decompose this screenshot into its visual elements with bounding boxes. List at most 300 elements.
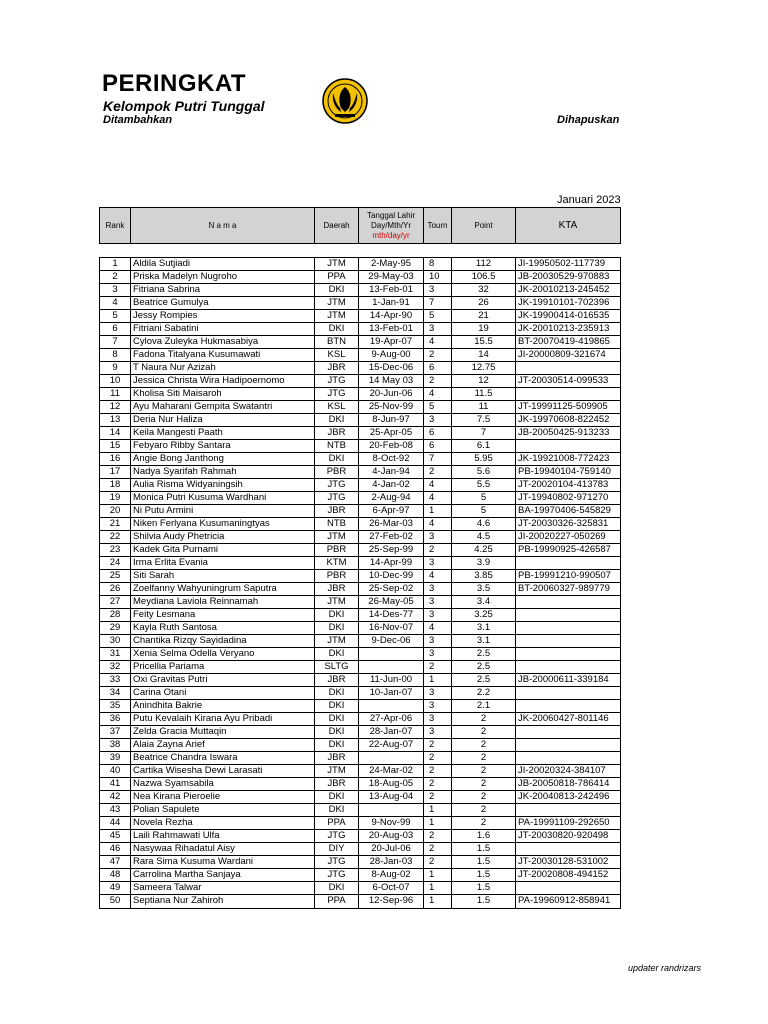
table-row [100, 843, 620, 856]
point-cell: 1.6 [452, 830, 516, 842]
tourn-cell: 10 [424, 271, 452, 283]
daerah-cell: JTG [315, 388, 359, 400]
birthdate-cell: 25-Apr-05 [359, 427, 424, 439]
birthdate-cell [359, 804, 424, 816]
birthdate-cell: 10-Jan-07 [359, 687, 424, 699]
table-row [100, 895, 620, 908]
daerah-cell: DKI [315, 713, 359, 725]
kta-cell: PA-19991109-292650 [518, 817, 610, 828]
tourn-cell: 4 [424, 336, 452, 348]
daerah-cell: JTM [315, 310, 359, 322]
table-row [100, 700, 620, 713]
rank-cell: 25 [100, 570, 131, 582]
removed-label: Dihapuskan [557, 114, 620, 126]
tourn-cell: 1 [424, 869, 452, 881]
birthdate-cell: 12-Sep-96 [359, 895, 424, 908]
table-row [100, 336, 620, 349]
kta-cell [516, 596, 620, 608]
daerah-cell: DKI [315, 687, 359, 699]
daerah-cell: DKI [315, 609, 359, 621]
table-row [100, 362, 620, 375]
daerah-cell: PBR [315, 544, 359, 556]
name-cell: Polian Sapulete [131, 804, 315, 816]
point-cell: 4.25 [452, 544, 516, 556]
tourn-cell: 4 [424, 388, 452, 400]
birthdate-cell: 13-Feb-01 [359, 323, 424, 335]
point-cell: 2 [452, 713, 516, 725]
birthdate-cell [359, 752, 424, 764]
birthdate-cell: 8-Oct-92 [359, 453, 424, 465]
point-cell: 106.5 [452, 271, 516, 283]
table-row [100, 882, 620, 895]
col-tanggal-lahir-line2: Day/Mth/Yr [370, 220, 411, 230]
rank-cell: 1 [100, 258, 131, 270]
birthdate-cell: 20-Jun-06 [359, 388, 424, 400]
birthdate-cell: 26-Mar-03 [359, 518, 424, 530]
tourn-cell: 1 [424, 817, 452, 829]
page-title: PERINGKAT [102, 70, 247, 97]
rank-cell: 43 [100, 804, 131, 816]
birthdate-cell: 6-Apr-97 [359, 505, 424, 517]
tourn-cell: 1 [424, 895, 452, 908]
kta-cell [516, 752, 620, 764]
name-cell: Monica Putri Kusuma Wardhani [131, 492, 315, 504]
name-cell: Aldila Sutjiadi [131, 258, 315, 270]
birthdate-cell: 25-Nov-99 [359, 401, 424, 413]
table-row [100, 544, 620, 557]
rank-cell: 2 [100, 271, 131, 283]
tourn-cell: 3 [424, 284, 452, 296]
point-cell: 3.85 [452, 570, 516, 582]
kta-cell [516, 804, 620, 816]
rank-cell: 31 [100, 648, 131, 660]
tourn-cell: 7 [424, 453, 452, 465]
rank-cell: 49 [100, 882, 131, 894]
tourn-cell: 2 [424, 349, 452, 361]
rank-cell: 5 [100, 310, 131, 322]
point-cell: 2 [452, 817, 516, 829]
tourn-cell: 3 [424, 596, 452, 608]
point-cell: 19 [452, 323, 516, 335]
kta-cell [516, 362, 620, 374]
daerah-cell: JBR [315, 583, 359, 595]
tourn-cell: 4 [424, 518, 452, 530]
rank-cell: 11 [100, 388, 131, 400]
name-cell: Fitriani Sabatini [131, 323, 315, 335]
birthdate-cell: 8-Jun-97 [359, 414, 424, 426]
name-cell: Fitriana Sabrina [131, 284, 315, 296]
tourn-cell: 1 [424, 804, 452, 816]
rank-cell: 7 [100, 336, 131, 348]
birthdate-cell: 13-Feb-01 [359, 284, 424, 296]
daerah-cell: KTM [315, 557, 359, 569]
name-cell: Aulia Risma Widyaningsih [131, 479, 315, 491]
rank-cell: 10 [100, 375, 131, 387]
name-cell: Siti Sarah [131, 570, 315, 582]
birthdate-cell: 9-Dec-06 [359, 635, 424, 647]
name-cell: Oxi Gravitas Putri [131, 674, 315, 686]
kta-cell: JT-20020808-494152 [518, 869, 609, 880]
tourn-cell: 3 [424, 531, 452, 543]
pbsi-emblem-icon [320, 78, 370, 124]
table-row [100, 531, 620, 544]
name-cell: Nadya Syarifah Rahmah [131, 466, 315, 478]
daerah-cell: JTM [315, 765, 359, 777]
name-cell: Jessy Rompies [131, 310, 315, 322]
col-tanggal-lahir-line1: Tanggal Lahir [366, 210, 416, 220]
kta-cell [516, 557, 620, 569]
kta-cell [516, 388, 620, 400]
birthdate-cell: 27-Apr-06 [359, 713, 424, 725]
name-cell: Beatrice Gumulya [131, 297, 315, 309]
birthdate-cell: 16-Nov-07 [359, 622, 424, 634]
rank-cell: 50 [100, 895, 131, 908]
rank-cell: 9 [100, 362, 131, 374]
rank-cell: 19 [100, 492, 131, 504]
table-row [100, 375, 620, 388]
tourn-cell: 7 [424, 297, 452, 309]
birthdate-cell: 10-Dec-99 [359, 570, 424, 582]
name-cell: Shilvia Audy Phetricia [131, 531, 315, 543]
rank-cell: 30 [100, 635, 131, 647]
tourn-cell: 6 [424, 427, 452, 439]
name-cell: Laili Rahmawati Ulfa [131, 830, 315, 842]
daerah-cell: DIY [315, 843, 359, 855]
tourn-cell: 3 [424, 323, 452, 335]
table-row [100, 752, 620, 765]
daerah-cell: DKI [315, 323, 359, 335]
daerah-cell: DKI [315, 739, 359, 751]
table-row [100, 427, 620, 440]
ranking-period: Januari 2023 [557, 194, 621, 206]
name-cell: Nasywaa Rihadatul Aisy [131, 843, 315, 855]
name-cell: Anindhita Bakrie [131, 700, 315, 712]
name-cell: Priska Madelyn Nugroho [131, 271, 315, 283]
col-nama: N a m a [131, 208, 315, 243]
daerah-cell: JBR [315, 362, 359, 374]
point-cell: 32 [452, 284, 516, 296]
name-cell: Beatrice Chandra Iswara [131, 752, 315, 764]
rank-cell: 12 [100, 401, 131, 413]
kta-cell [516, 726, 620, 738]
tourn-cell: 8 [424, 258, 452, 270]
tourn-cell: 3 [424, 609, 452, 621]
name-cell: Cartika Wisesha Dewi Larasati [131, 765, 315, 777]
tourn-cell: 2 [424, 791, 452, 803]
kta-cell: JK-20010213-245452 [518, 284, 610, 295]
daerah-cell: DKI [315, 700, 359, 712]
birthdate-cell: 26-May-05 [359, 596, 424, 608]
table-row [100, 687, 620, 700]
name-cell: Nea Kirana Pieroelie [131, 791, 315, 803]
point-cell: 3.9 [452, 557, 516, 569]
ranking-table [99, 257, 621, 909]
tourn-cell: 2 [424, 661, 452, 673]
daerah-cell: JBR [315, 752, 359, 764]
col-tourn: Tourn [424, 208, 452, 243]
name-cell: Sameera Talwar [131, 882, 315, 894]
kta-cell [516, 700, 620, 712]
birthdate-cell: 11-Jun-00 [359, 674, 424, 686]
daerah-cell: DKI [315, 791, 359, 803]
kta-cell: JT-19940802-971270 [518, 492, 609, 503]
point-cell: 5 [452, 492, 516, 504]
daerah-cell: JTG [315, 492, 359, 504]
table-row [100, 583, 620, 596]
birthdate-cell: 20-Jul-06 [359, 843, 424, 855]
name-cell: Rara Sima Kusuma Wardani [131, 856, 315, 868]
birthdate-cell: 25-Sep-02 [359, 583, 424, 595]
birthdate-cell: 20-Aug-03 [359, 830, 424, 842]
birthdate-cell: 1-Jan-91 [359, 297, 424, 309]
table-row [100, 791, 620, 804]
table-row [100, 570, 620, 583]
birthdate-cell [359, 700, 424, 712]
point-cell: 2.5 [452, 648, 516, 660]
name-cell: Zelda Gracia Muttaqin [131, 726, 315, 738]
point-cell: 1.5 [452, 843, 516, 855]
birthdate-cell: 15-Dec-06 [359, 362, 424, 374]
table-row [100, 284, 620, 297]
kta-cell: PB-19940104-759140 [518, 466, 611, 477]
point-cell: 3.1 [452, 622, 516, 634]
name-cell: Ni Putu Armini [131, 505, 315, 517]
birthdate-cell: 6-Oct-07 [359, 882, 424, 894]
kta-cell [516, 622, 620, 634]
point-cell: 7.5 [452, 414, 516, 426]
name-cell: Keila Mangesti Paath [131, 427, 315, 439]
birthdate-cell [359, 648, 424, 660]
rank-cell: 33 [100, 674, 131, 686]
rank-cell: 38 [100, 739, 131, 751]
birthdate-cell: 14 May 03 [359, 375, 424, 387]
tourn-cell: 5 [424, 310, 452, 322]
table-row [100, 323, 620, 336]
daerah-cell: JTG [315, 856, 359, 868]
kta-cell: JI-20020227-050269 [518, 531, 606, 542]
birthdate-cell: 28-Jan-03 [359, 856, 424, 868]
rank-cell: 17 [100, 466, 131, 478]
tourn-cell: 2 [424, 830, 452, 842]
point-cell: 5.6 [452, 466, 516, 478]
kta-cell: JK-20040813-242496 [518, 791, 610, 802]
daerah-cell: JTM [315, 531, 359, 543]
kta-cell: JT-19991125-509905 [518, 401, 608, 412]
kta-cell: JB-20000611-339184 [518, 674, 609, 685]
table-row [100, 804, 620, 817]
daerah-cell: PPA [315, 271, 359, 283]
name-cell: Cylova Zuleyka Hukmasabiya [131, 336, 315, 348]
tourn-cell: 2 [424, 843, 452, 855]
point-cell: 12.75 [452, 362, 516, 374]
kta-cell: JI-20000809-321674 [518, 349, 606, 360]
rank-cell: 22 [100, 531, 131, 543]
table-row [100, 505, 620, 518]
name-cell: Kholisa Siti Maisaroh [131, 388, 315, 400]
point-cell: 2 [452, 791, 516, 803]
point-cell: 7 [452, 427, 516, 439]
kta-cell [516, 440, 620, 452]
kta-cell: JB-20050818-786414 [518, 778, 610, 789]
footer-note: updater randrizars [628, 963, 702, 973]
tourn-cell: 4 [424, 622, 452, 634]
rank-cell: 39 [100, 752, 131, 764]
name-cell: T Naura Nur Azizah [131, 362, 315, 374]
daerah-cell: BTN [315, 336, 359, 348]
point-cell: 1.5 [452, 856, 516, 868]
col-kta: KTA [558, 219, 578, 231]
table-row [100, 609, 620, 622]
rank-cell: 37 [100, 726, 131, 738]
point-cell: 4.6 [452, 518, 516, 530]
birthdate-cell: 4-Jan-94 [359, 466, 424, 478]
kta-cell: JT-20030514-099533 [518, 375, 609, 386]
point-cell: 15.5 [452, 336, 516, 348]
daerah-cell: NTB [315, 440, 359, 452]
point-cell: 2 [452, 765, 516, 777]
tourn-cell: 3 [424, 648, 452, 660]
birthdate-cell: 13-Aug-04 [359, 791, 424, 803]
kta-cell: JK-20010213-235913 [518, 323, 610, 334]
rank-cell: 23 [100, 544, 131, 556]
daerah-cell: JTG [315, 830, 359, 842]
name-cell: Septiana Nur Zahiroh [131, 895, 315, 908]
daerah-cell: KSL [315, 349, 359, 361]
table-row [100, 765, 620, 778]
rank-cell: 3 [100, 284, 131, 296]
rank-cell: 28 [100, 609, 131, 621]
tourn-cell: 5 [424, 401, 452, 413]
birthdate-cell: 28-Jan-07 [359, 726, 424, 738]
rank-cell: 4 [100, 297, 131, 309]
tourn-cell: 2 [424, 466, 452, 478]
table-row [100, 739, 620, 752]
rank-cell: 29 [100, 622, 131, 634]
point-cell: 4.5 [452, 531, 516, 543]
table-row [100, 635, 620, 648]
kta-cell [516, 843, 620, 855]
point-cell: 2 [452, 739, 516, 751]
birthdate-cell: 14-Apr-99 [359, 557, 424, 569]
name-cell: Putu Kevalaih Kirana Ayu Pribadi [131, 713, 315, 725]
table-row [100, 271, 620, 284]
name-cell: Ayu Maharani Gempita Swatantri [131, 401, 315, 413]
table-row [100, 713, 620, 726]
daerah-cell: KSL [315, 401, 359, 413]
daerah-cell: JTG [315, 375, 359, 387]
name-cell: Fadona Titalyana Kusumawati [131, 349, 315, 361]
kta-cell [516, 648, 620, 660]
kta-cell: JK-19970608-822452 [518, 414, 610, 425]
rank-cell: 34 [100, 687, 131, 699]
rank-cell: 35 [100, 700, 131, 712]
point-cell: 3.5 [452, 583, 516, 595]
name-cell: Kadek Gita Purnami [131, 544, 315, 556]
rank-cell: 45 [100, 830, 131, 842]
rank-cell: 47 [100, 856, 131, 868]
kta-cell [516, 687, 620, 699]
point-cell: 5.95 [452, 453, 516, 465]
tourn-cell: 3 [424, 726, 452, 738]
point-cell: 11.5 [452, 388, 516, 400]
table-row [100, 440, 620, 453]
col-tanggal-lahir [359, 208, 424, 243]
tourn-cell: 2 [424, 856, 452, 868]
tourn-cell: 3 [424, 557, 452, 569]
rank-cell: 14 [100, 427, 131, 439]
point-cell: 14 [452, 349, 516, 361]
point-cell: 6.1 [452, 440, 516, 452]
tourn-cell: 4 [424, 570, 452, 582]
name-cell: Niken Ferlyana Kusumaningtyas [131, 518, 315, 530]
rank-cell: 8 [100, 349, 131, 361]
name-cell: Zoelfanny Wahyuningrum Saputra [131, 583, 315, 595]
tourn-cell: 2 [424, 544, 452, 556]
kta-cell: JT-20030128-531002 [518, 856, 609, 867]
table-row [100, 310, 620, 323]
birthdate-cell: 25-Sep-99 [359, 544, 424, 556]
daerah-cell: PPA [315, 817, 359, 829]
daerah-cell: PBR [315, 466, 359, 478]
kta-cell: BT-20060327-989779 [518, 583, 610, 594]
daerah-cell: PPA [315, 895, 359, 908]
daerah-cell: JTG [315, 479, 359, 491]
birthdate-cell: 19-Apr-07 [359, 336, 424, 348]
tourn-cell: 2 [424, 765, 452, 777]
name-cell: Chantika Rizqy Sayidadina [131, 635, 315, 647]
table-row [100, 622, 620, 635]
daerah-cell: SLTG [315, 661, 359, 673]
point-cell: 11 [452, 401, 516, 413]
rank-cell: 18 [100, 479, 131, 491]
tourn-cell: 1 [424, 882, 452, 894]
birthdate-cell: 9-Aug-00 [359, 349, 424, 361]
tourn-cell: 6 [424, 362, 452, 374]
daerah-cell: DKI [315, 622, 359, 634]
tourn-cell: 6 [424, 440, 452, 452]
daerah-cell: JBR [315, 674, 359, 686]
table-row [100, 479, 620, 492]
kta-cell: JK-19900414-016535 [518, 310, 610, 321]
kta-cell: JT-20020104-413783 [518, 479, 609, 490]
daerah-cell: DKI [315, 453, 359, 465]
name-cell: Irma Erlita Evania [131, 557, 315, 569]
point-cell: 1.5 [452, 882, 516, 894]
daerah-cell: PBR [315, 570, 359, 582]
daerah-cell: JBR [315, 427, 359, 439]
tourn-cell: 2 [424, 778, 452, 790]
kta-cell: JI-20020324-384107 [518, 765, 606, 776]
table-row [100, 869, 620, 882]
rank-cell: 32 [100, 661, 131, 673]
daerah-cell: JBR [315, 778, 359, 790]
rank-cell: 46 [100, 843, 131, 855]
point-cell: 2.5 [452, 674, 516, 686]
kta-cell [516, 739, 620, 751]
rank-cell: 42 [100, 791, 131, 803]
table-row [100, 674, 620, 687]
table-row [100, 466, 620, 479]
tourn-cell: 3 [424, 713, 452, 725]
rank-cell: 21 [100, 518, 131, 530]
table-row [100, 492, 620, 505]
rank-cell: 13 [100, 414, 131, 426]
table-row [100, 349, 620, 362]
point-cell: 5 [452, 505, 516, 517]
point-cell: 2.5 [452, 661, 516, 673]
tourn-cell: 4 [424, 479, 452, 491]
birthdate-cell [359, 661, 424, 673]
